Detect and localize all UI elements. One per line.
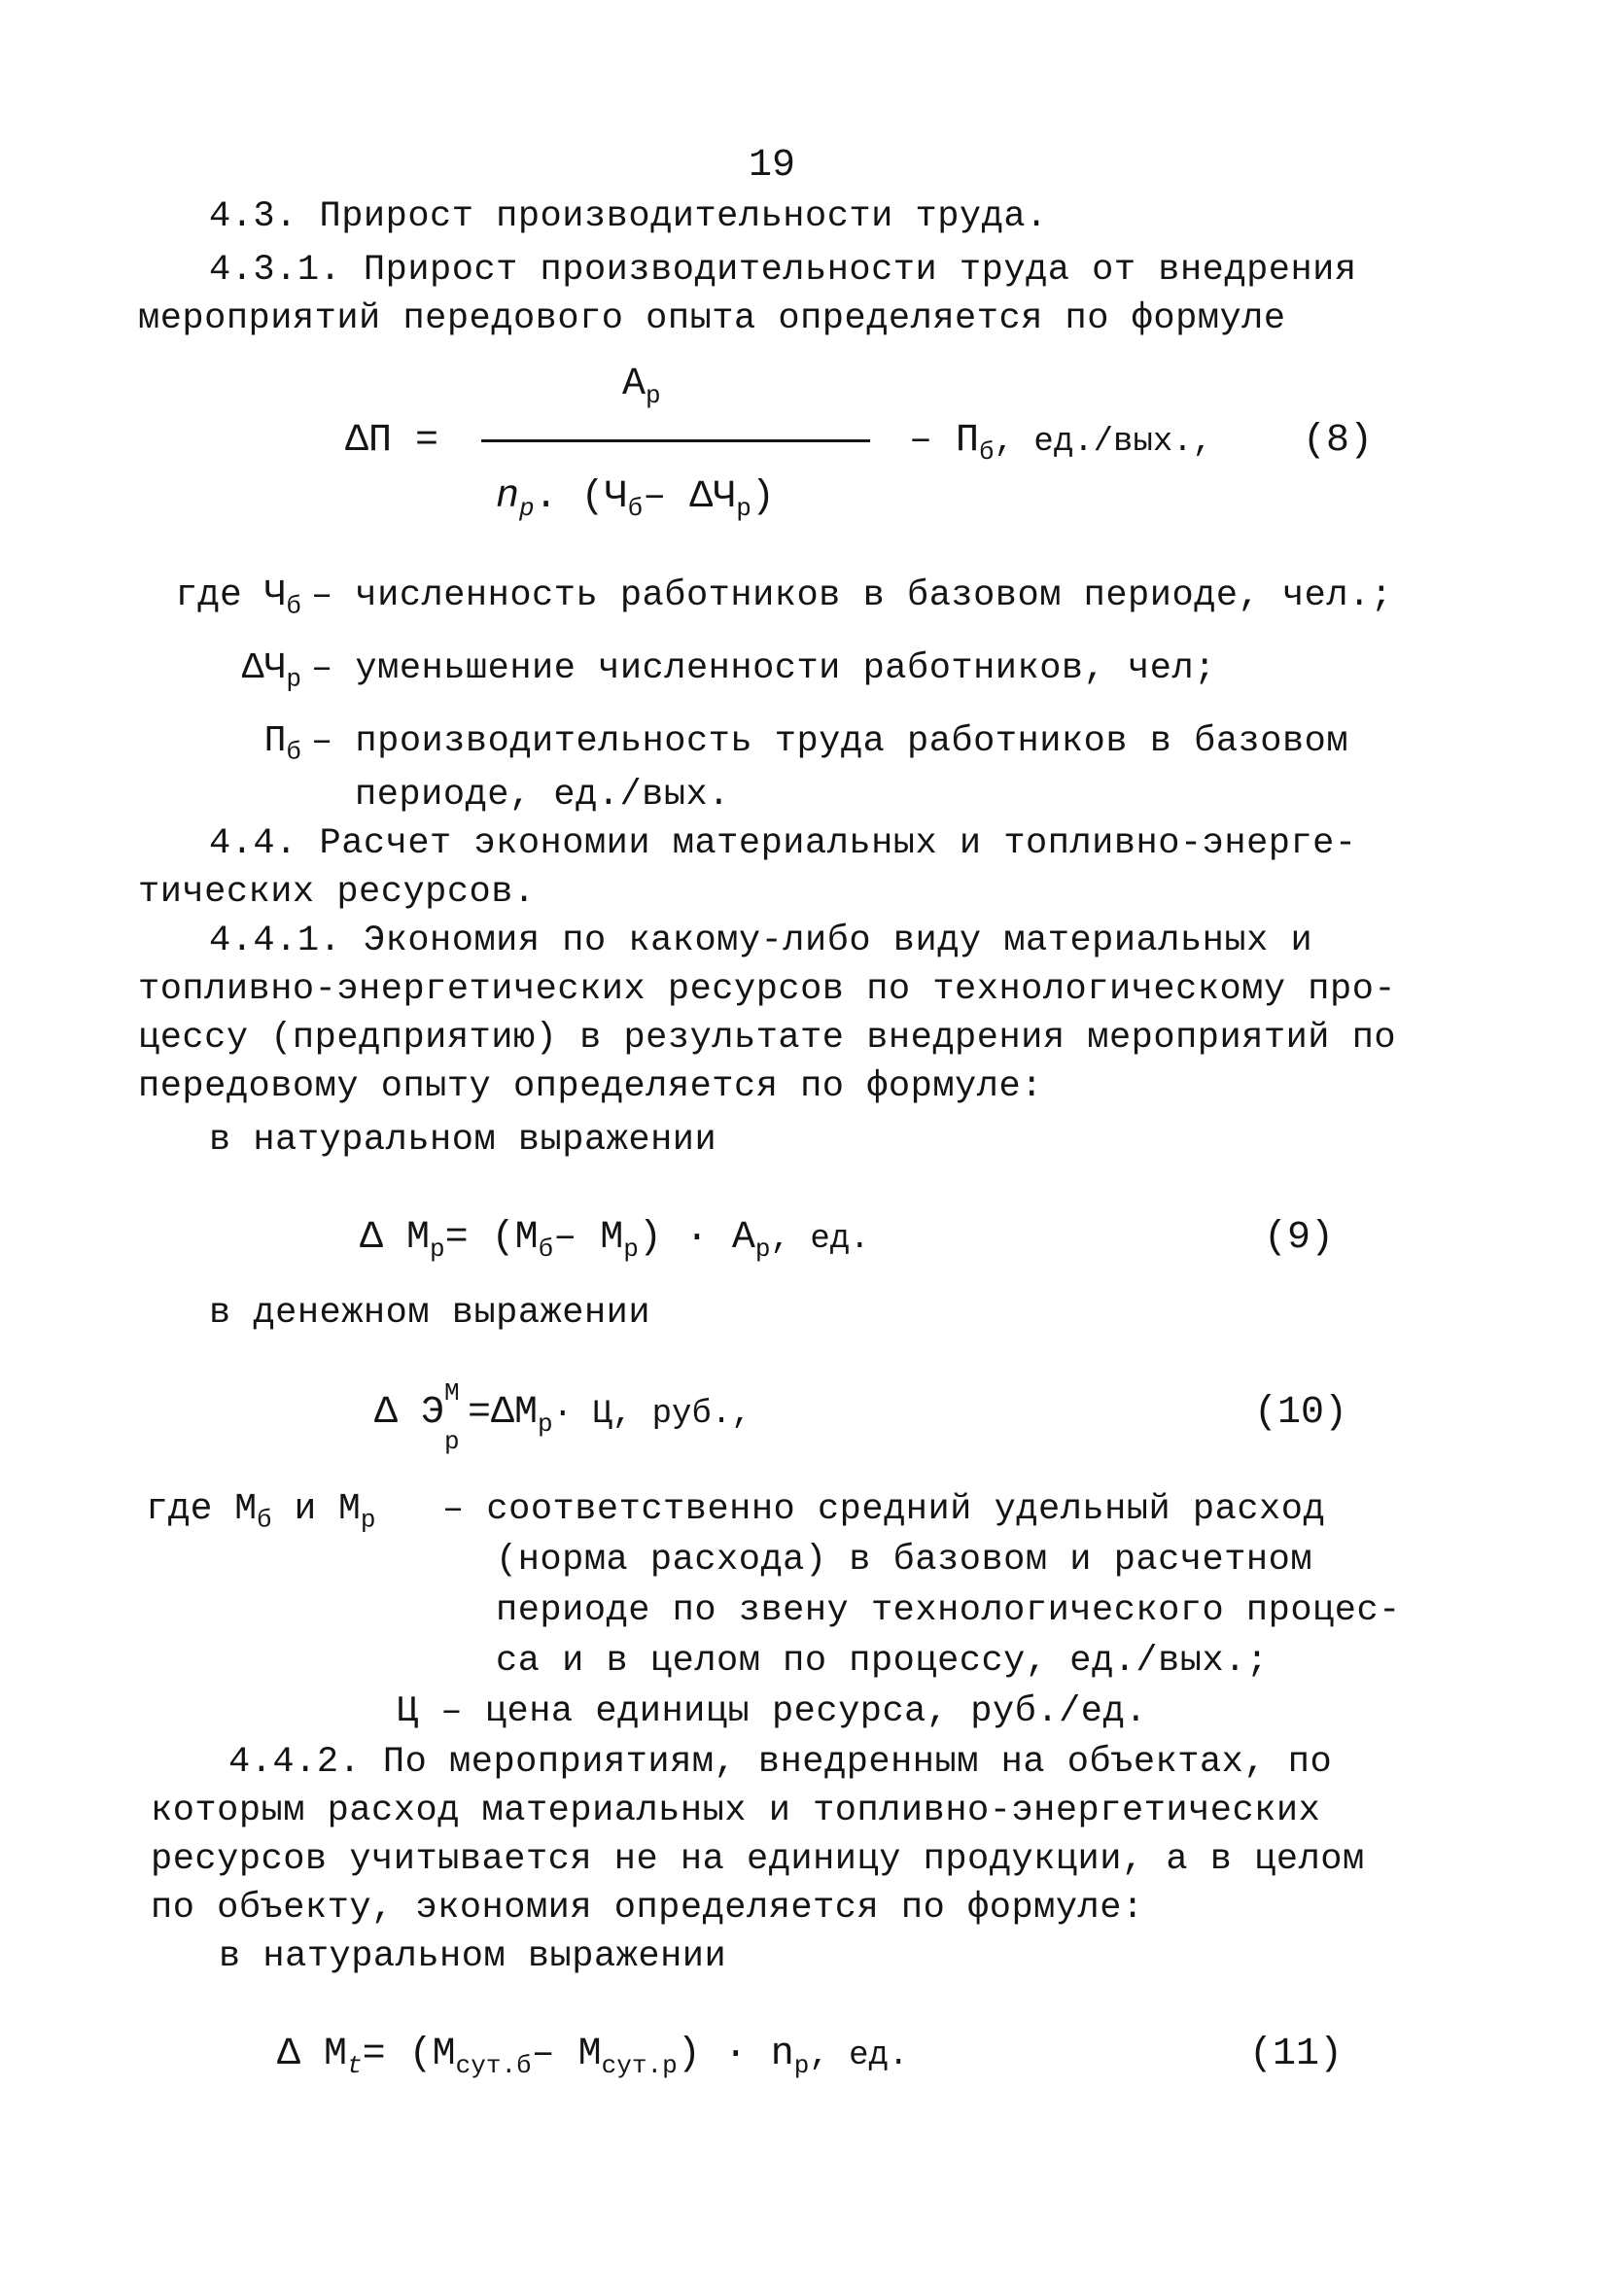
fraction-bar xyxy=(481,439,870,442)
legend-text: (норма расхода) в базовом и расчетном xyxy=(496,1540,1313,1581)
legend-symbol: $\Delta Ч_р$ xyxy=(241,647,301,694)
section-heading-4-4: 4.4. Расчет экономии материальных и топливно-энерге- xyxy=(209,823,1357,864)
paragraph-line: ресурсов учитывается не на единицу продукции, а в целом xyxy=(151,1839,1365,1880)
formula-9: Δ $М_р= (М_б-$ $М_р) \cdot А_р$, ед. xyxy=(360,1216,870,1264)
paragraph-line: передовому опыту определяется по формуле: xyxy=(138,1066,1043,1107)
section-heading-4-3: 4.3. Прирост производительности труда. xyxy=(209,196,1048,237)
paragraph-line: мероприятий передового опыта определяется по формуле xyxy=(138,298,1286,339)
formula-8-numerator: $А_р$ xyxy=(622,363,661,410)
equation-number-9: (9) xyxy=(1264,1216,1335,1260)
legend-text: са и в целом по процессу, ед./вых.; xyxy=(496,1641,1269,1682)
equation-number-8: (8) xyxy=(1303,419,1374,463)
paragraph-line: цессу (предприятию) в результате внедрения мероприятий по xyxy=(138,1018,1397,1059)
legend-symbol: $П_б$ xyxy=(263,720,301,767)
legend-text: – соответственно средний удельный расход xyxy=(442,1489,1326,1530)
legend-symbol: где $Ч_б$ xyxy=(175,574,301,621)
paragraph-line: 4.3.1. Прирост производительности труда от внедрения xyxy=(209,250,1357,291)
paragraph-line: которым расход материальных и топливно-энергетических xyxy=(151,1791,1321,1831)
legend-symbol: где $М_б$ и $М_р$ xyxy=(146,1488,376,1535)
legend-text: Ц – цена единицы ресурса, руб./ед. xyxy=(397,1691,1147,1732)
formula-8-lhs: ΔП = xyxy=(345,419,439,463)
equation-number-11: (11) xyxy=(1249,2033,1344,2076)
legend-text: – уменьшение численности работников, чел; xyxy=(311,648,1216,689)
paragraph-line: в натуральном выражении xyxy=(209,1120,717,1161)
legend-text: периоде, ед./вых. xyxy=(355,775,730,816)
equation-number-10: (10) xyxy=(1254,1391,1348,1435)
formula-10: Δ Э М р $=\Delta М_р\cdot Ц$, руб., xyxy=(374,1378,751,1456)
paragraph-line: по объекту, экономия определяется по формуле: xyxy=(151,1888,1144,1929)
page-number: 19 xyxy=(749,144,796,188)
paragraph-line: топливно-энергетических ресурсов по технологическому про- xyxy=(138,969,1397,1010)
formula-8-tail: – $П_б$, ед./вых., xyxy=(909,419,1213,467)
paragraph-line: в натуральном выражении xyxy=(219,1936,727,1977)
paragraph-line: 4.4.1. Экономия по какому-либо виду материальных и xyxy=(209,921,1313,961)
paragraph-line: тических ресурсов. xyxy=(138,872,536,913)
legend-text: периоде по звену технологического процес- xyxy=(496,1590,1401,1631)
legend-text: – численность работников в базовом периоде, чел.; xyxy=(311,575,1393,616)
formula-11: Δ $М_t= (М_{сут.б}-$ $М_{сут.р}) \cdot n_р$, ед. xyxy=(277,2033,909,2080)
formula-8-denominator: $n_р$. ($Ч_б-$ $\Delta Ч_р$) xyxy=(496,475,775,523)
section-heading-4-4-2: 4.4.2. По мероприятиям, внедренным на объектах, по xyxy=(228,1742,1333,1783)
paragraph-line: в денежном выражении xyxy=(209,1293,651,1334)
legend-text: – производительность труда работников в базовом xyxy=(311,721,1349,762)
